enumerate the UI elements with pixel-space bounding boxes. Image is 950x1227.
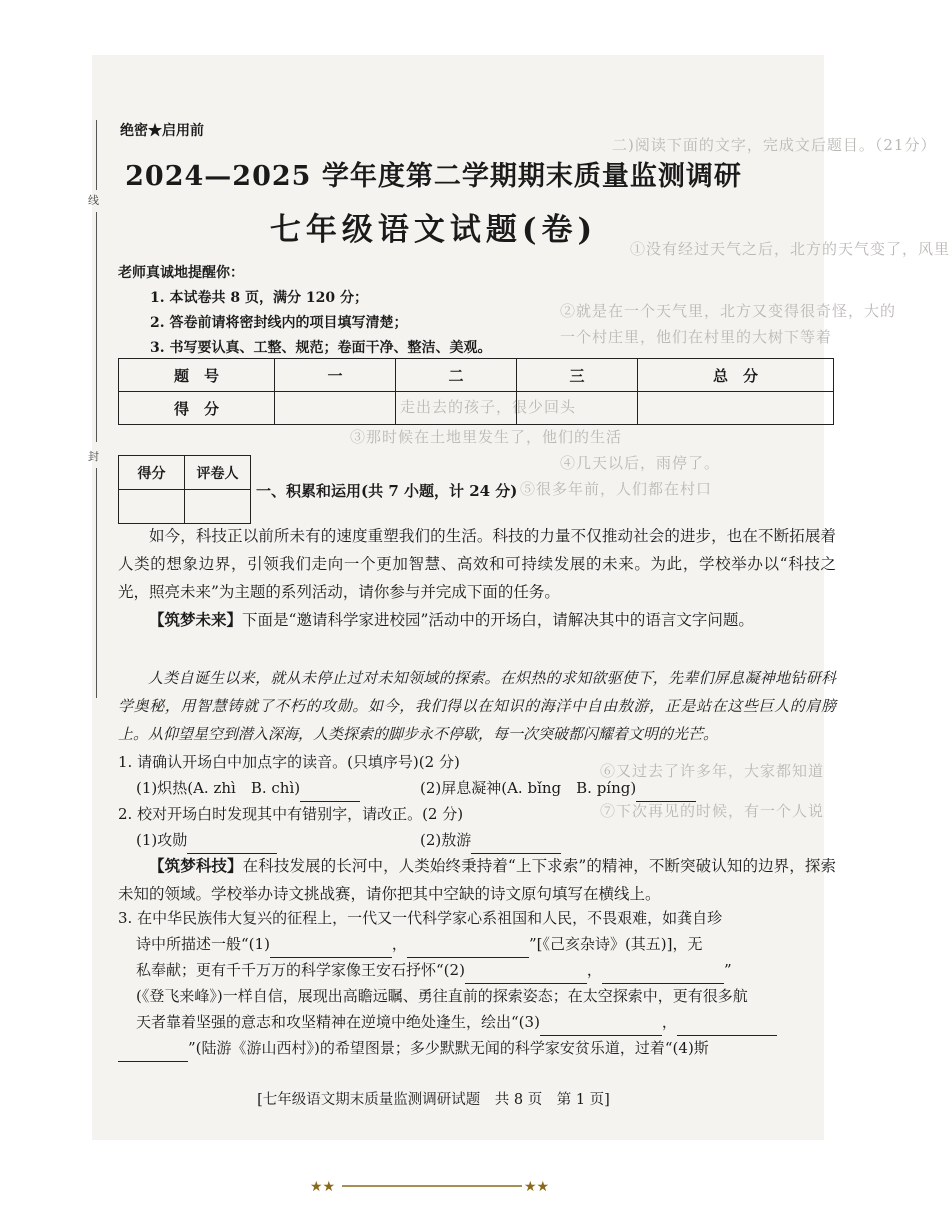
- exam-title: 2024—2025 学年度第二学期期末质量监测调研: [125, 161, 742, 192]
- bleed-text: 一个村庄里，他们在村里的大树下等着: [560, 328, 833, 346]
- question-stem: 1. 请确认开场白中加点字的读音。(只填序号)(2 分): [118, 753, 460, 771]
- question-line: [136, 1008, 777, 1036]
- grader-score-label: 得分: [119, 456, 185, 490]
- score-input-cell[interactable]: [396, 392, 517, 425]
- score-table: [118, 358, 834, 425]
- score-header-cell: 二: [396, 359, 517, 392]
- bleed-text: ③那时候在土地里发生了，他们的生活: [350, 428, 623, 446]
- question-stem: 2. 校对开场白时发现其中有错别字，请改正。(2 分): [118, 805, 464, 823]
- score-header-cell: 三: [517, 359, 638, 392]
- line-text: ”(陆游《游山西村》)的希望图景；多少默默无闻的科学家安贫乐道，过着“(4)斯: [188, 1039, 709, 1057]
- section-heading: 一、积累和运用(共 7 小题，计 24 分): [256, 482, 518, 500]
- task-text: 下面是“邀请科学家进校园”活动中的开场白，请解决其中的语言文字问题。: [242, 611, 754, 629]
- svg-text:★★: ★★: [524, 1179, 550, 1195]
- decorative-divider: [310, 1176, 560, 1196]
- bleed-text: 二)阅读下面的文字，完成文后题目。（21分）: [612, 136, 937, 154]
- line-text: ，: [586, 961, 602, 979]
- bleed-text: ④几天以后，雨停了。: [560, 454, 721, 472]
- question-line: (《登飞来峰》)一样自信，展现出高瞻远瞩、勇往直前的探索姿态；在太空探索中，更有很多航: [136, 987, 748, 1005]
- line-text: 天者靠着坚强的意志和攻坚精神在逆境中绝处逢生，绘出“(3): [136, 1013, 540, 1031]
- option-text: (2)屏息凝神(A. bǐng B. píng): [420, 779, 637, 797]
- task-text: 在科技发展的长河中，人类始终秉持着“上下求索”的精神，不断突破认知的边界，探索未知的领域。学校举办诗文挑战赛，请你把其中空缺的诗文原句填写在横线上。: [118, 857, 836, 903]
- score-label-cell: 得 分: [119, 392, 275, 425]
- score-header-cell: 总 分: [638, 359, 834, 392]
- question-line: [136, 930, 703, 958]
- question-option: [420, 774, 696, 802]
- option-text: (2)敖游: [420, 831, 472, 849]
- tip-item: 2. 答卷前请将密封线内的项目填写清楚；: [150, 315, 408, 331]
- line-text: ”: [723, 961, 732, 979]
- line-text: ，: [391, 935, 407, 953]
- answer-blank[interactable]: [636, 783, 696, 802]
- task-paragraph: [118, 606, 836, 634]
- answer-blank[interactable]: [118, 1043, 188, 1062]
- task-tag: 【筑梦未来】: [149, 610, 243, 629]
- line-text: ，: [661, 1013, 677, 1031]
- intro-paragraph: 如今，科技正以前所未有的速度重塑我们的生活。科技的力量不仅推动社会的进步，也在不断拓展着人类的想象边界，引领我们走向一个更加智慧、高效和可持续发展的未来。为此，学校举办以“科技之光，照亮未来”为主题的系列活动，请你参与并完成下面的任务。: [118, 527, 836, 601]
- bleed-text: ⑤很多年前，人们都在村口: [520, 480, 713, 498]
- confidential-label: 绝密★启用前: [120, 123, 204, 139]
- page-footer: [七年级语文期末质量监测调研试题 共 8 页 第 1 页]: [257, 1092, 610, 1108]
- line-text: ”[《己亥杂诗》(其五)]，无: [528, 935, 703, 953]
- margin-mark: 线: [88, 194, 99, 207]
- binding-line: [96, 468, 97, 698]
- grader-name-label: 评卷人: [185, 456, 251, 490]
- exam-subtitle: 七年级语文试题(卷): [269, 212, 598, 248]
- tip-item: 3. 书写要认真、工整、规范；卷面干净、整洁、美观。: [150, 340, 492, 356]
- score-input-cell[interactable]: [638, 392, 834, 425]
- grader-name-cell[interactable]: [185, 490, 251, 524]
- question-line: [118, 1034, 709, 1062]
- bleed-text: ⑦下次再见的时候，有一个人说: [600, 802, 825, 820]
- question-option: [136, 826, 277, 854]
- question-line: 3. 在中华民族伟大复兴的征程上，一代又一代科学家心系祖国和人民，不畏艰难，如龚自珍: [118, 909, 723, 927]
- bleed-text: ⑥又过去了许多年，大家都知道: [600, 762, 825, 780]
- bleed-text: 走出去的孩子，很少回头: [400, 398, 577, 416]
- score-input-cell[interactable]: [275, 392, 396, 425]
- line-text: 私奉献；更有千千万万的科学家像王安石抒怀“(2): [136, 961, 465, 979]
- question-option: [136, 774, 360, 802]
- option-text: (1)炽热(A. zhì B. chì): [136, 779, 301, 797]
- bleed-text: ②就是在一个天气里，北方又变得很奇怪，大的: [560, 302, 897, 320]
- svg-text:★★: ★★: [310, 1179, 336, 1195]
- grader-table: [118, 455, 251, 524]
- tip-item: 1. 本试卷共 8 页，满分 120 分；: [150, 290, 368, 306]
- task-paragraph: [118, 852, 836, 908]
- score-header-cell: 题 号: [119, 359, 275, 392]
- tips-heading: 老师真诚地提醒你：: [118, 265, 244, 281]
- margin-mark: 封: [88, 450, 99, 463]
- task-tag: 【筑梦科技】: [149, 856, 243, 875]
- score-header-cell: 一: [275, 359, 396, 392]
- option-text: (1)攻勋: [136, 831, 188, 849]
- score-input-cell[interactable]: [517, 392, 638, 425]
- bleed-text: ①没有经过天气之后，北方的天气变了，风里: [630, 240, 950, 258]
- line-text: 诗中所描述一般“(1): [136, 935, 270, 953]
- question-option: [420, 826, 561, 854]
- question-line: [136, 956, 732, 984]
- opening-passage: 人类自诞生以来，就从未停止过对未知领域的探索。在炽热的求知欲驱使下，先辈们屏息凝神地钻研科学奥秘，用智慧铸就了不朽的攻勋。如今，我们得以在知识的海洋中自由敖游，正是站在这些巨人的肩膀上。从仰望星空到潜入深海，人类探索的脚步永不停歇，每一次突破都闪耀着文明的光芒。: [118, 669, 836, 743]
- grader-score-cell[interactable]: [119, 490, 185, 524]
